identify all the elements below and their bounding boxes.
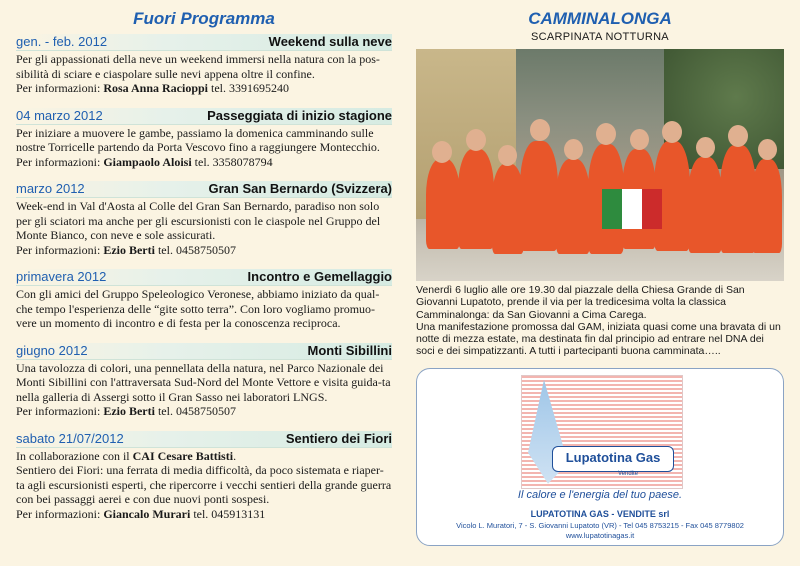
event-header: [16, 343, 392, 360]
event-header: [16, 269, 392, 286]
event-date: primavera 2012: [16, 269, 107, 284]
event-description: Per iniziare a muovere le gambe, passiamo la domenica camminando sulle nostre Torricelle partendo da Porta Vescovo fino a raggiungere Montecchio.: [16, 125, 380, 154]
ad-address: Vicolo L. Muratori, 7 - S. Giovanni Lupatoto (VR) - Tel 045 8753215 - Fax 045 8779802: [456, 520, 744, 530]
collaboration-partner: CAI Cesare Battisti: [132, 448, 234, 463]
event-title: Passeggiata di inizio stagione: [207, 107, 392, 123]
event-title: Sentiero dei Fiori: [285, 430, 392, 446]
event-title: Gran San Bernardo (Svizzera): [208, 181, 392, 196]
fuori-programma-column: [16, 8, 392, 521]
caption-paragraph-2: Una manifestazione promossa dal GAM, iniziata quasi come una bravata di un notte di mezza estate, ma destinata fin dal principio ad entrare nel DNA dei soci e dei simpatizzanti. A tutti i partecipanti buona camminata…..: [416, 320, 781, 358]
event-sentiero-fiori: [16, 431, 392, 522]
group-photo: [416, 49, 784, 281]
event-date: gen. - feb. 2012: [16, 34, 108, 49]
camminalonga-subtitle: SCARPINATA NOTTURNA: [531, 31, 669, 43]
event-description: Week-end in Val d'Aosta al Colle del Gran San Bernardo, paradiso non solo per gli sciatori ma anche per gli escursionisti con le ciaspole nel Gruppo del Monte Bianco, con neve e sole assicurati.: [16, 199, 381, 242]
event-gemellaggio: [16, 269, 392, 331]
event-title: Incontro e Gemellaggio: [247, 269, 392, 284]
caption-paragraph-1: Venerdì 6 luglio alle ore 19.30 dal piazzale della Chiesa Grande di San Giovanni Lupatoto, prende il via per la tredicesima volta la classica Camminalonga: da San Giovanni a Cima Carega.: [416, 284, 745, 321]
camminalonga-title: CAMMINALONGA: [528, 9, 672, 28]
event-contact: Per informazioni: Rosa Anna Racioppi tel. 3391695240: [16, 81, 290, 95]
event-date: 04 marzo 2012: [16, 107, 103, 123]
event-contact: Per informazioni: Giampaolo Aloisi tel. 3358078794: [16, 154, 273, 169]
event-description: Per gli appassionati della neve un weekend immersi nella natura con la pos-sibilità di sciare e ciaspolare sulle nevi appena oltre il confine.: [16, 52, 380, 81]
event-monti-sibillini: [16, 343, 392, 419]
contact-name: Giancalo Murari: [103, 506, 191, 521]
section-title: Fuori Programma: [133, 9, 275, 28]
camminalonga-column: [416, 8, 784, 546]
ad-brand-sub: Vendite: [618, 470, 639, 477]
event-date: giugno 2012: [16, 342, 88, 358]
event-title: Weekend sulla neve: [268, 34, 392, 49]
event-contact: Per informazioni: Ezio Berti tel. 0458750507: [16, 404, 236, 418]
event-header: [16, 431, 392, 448]
contact-name: Ezio Berti: [103, 242, 155, 257]
event-title: Monti Sibillini: [307, 342, 392, 358]
event-contact: Per informazioni: Giancalo Murari tel. 045913131: [16, 506, 266, 521]
event-collaboration: In collaborazione con il CAI Cesare Battisti.: [16, 448, 237, 463]
contact-name: Ezio Berti: [103, 404, 155, 418]
contact-name: Rosa Anna Racioppi: [103, 81, 209, 95]
ad-company: LUPATOTINA GAS - VENDITE srl: [530, 508, 670, 519]
event-description: Con gli amici del Gruppo Speleologico Veronese, abbiamo iniziato da qual-che tempo l'esperienza delle “gite sotto terra”. Con loro vogliamo promuo-vere un momento di incontro e di festa per la conoscenza reciproca.: [16, 287, 380, 330]
event-date: marzo 2012: [16, 181, 85, 196]
event-date: sabato 21/07/2012: [16, 430, 124, 446]
ad-slogan: Il calore e l'energia del tuo paese.: [517, 488, 683, 501]
lupatotina-gas-logo: [521, 375, 683, 489]
italian-flag: [602, 189, 662, 229]
event-contact: Per informazioni: Ezio Berti tel. 0458750507: [16, 242, 236, 257]
camminalonga-caption: [416, 284, 784, 358]
ad-brand: Lupatotina Gas: [552, 446, 674, 472]
lupatotina-gas-ad: [416, 368, 784, 546]
event-header: [16, 34, 392, 51]
event-header: [16, 181, 392, 198]
event-header: [16, 108, 392, 125]
event-weekend-neve: [16, 34, 392, 96]
event-description: Sentiero dei Fiori: una ferrata di media difficoltà, da poco sistemata e riaper-ta agli escursionisti esperti, che ripercorre i vecchi sentieri della grande guerra con bei passaggi aerei e con due nuovi ponti sospesi.: [16, 463, 392, 506]
event-description: Una tavolozza di colori, una pennellata della natura, nel Parco Nazionale dei Monti Sibillini con l'attraversata Sud-Nord del Monte Vettore e visita guida-ta nella galleria di Assergi sotto il Gran Sasso nei laboratori LNGS.: [16, 360, 391, 404]
event-passeggiata: [16, 108, 392, 170]
contact-name: Giampaolo Aloisi: [103, 154, 192, 169]
ad-website: www.lupatotinagas.it: [565, 530, 635, 540]
event-gran-san-bernardo: [16, 181, 392, 257]
